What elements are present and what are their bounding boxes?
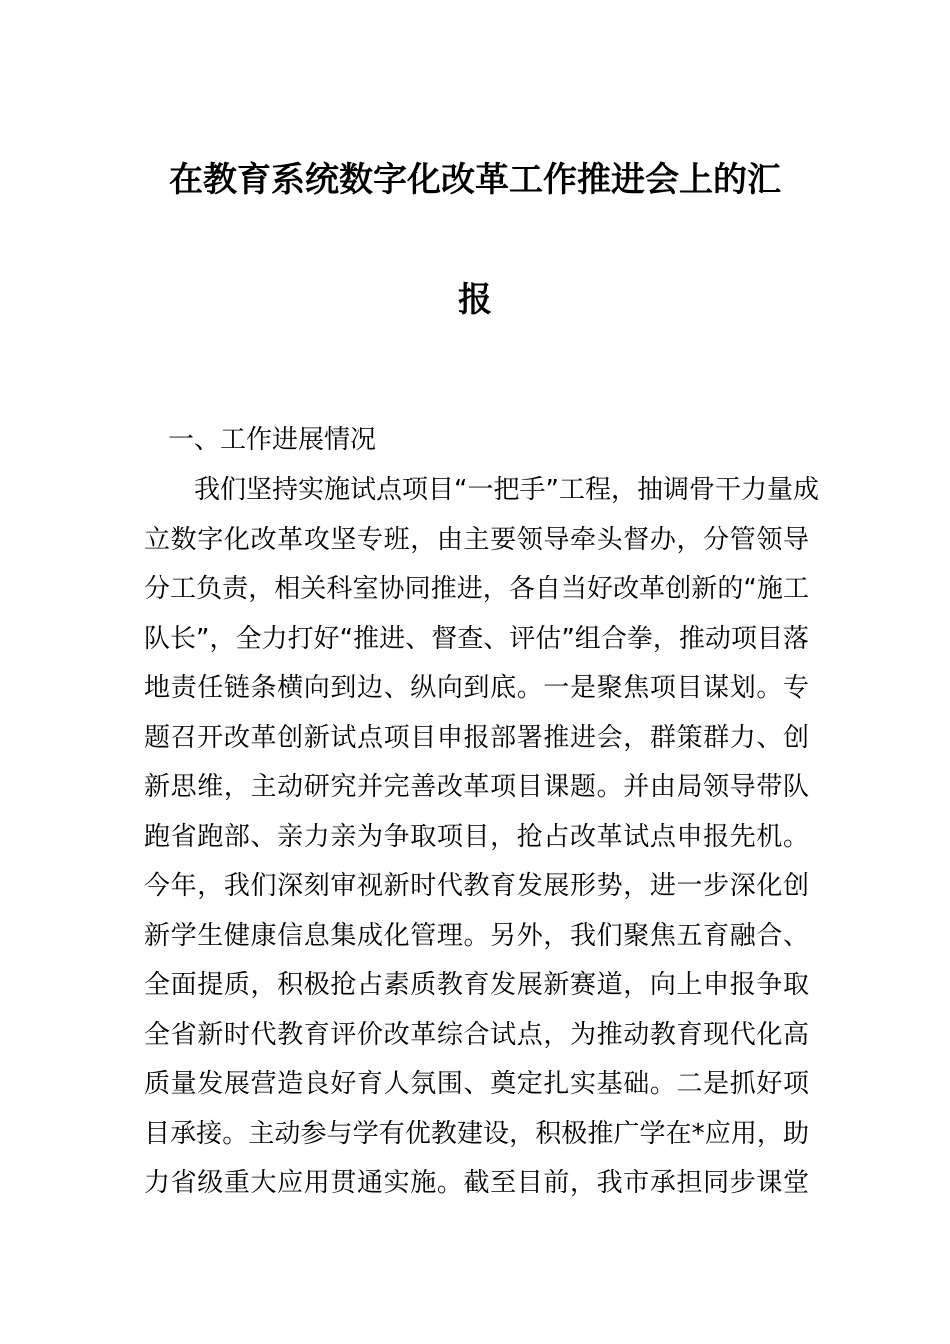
body-line: 队长”，全力打好“推进、督查、评估”组合拳，推动项目落	[144, 624, 809, 654]
body-line: 今年，我们深刻审视新时代教育发展形势，进一步深化创	[144, 871, 809, 901]
document-title-line-2: 报	[458, 280, 492, 320]
document-title-line-1: 在教育系统数字化改革工作推进会上的汇	[169, 160, 781, 200]
body-line: 力省级重大应用贯通实施。截至目前，我市承担同步课堂	[144, 1168, 809, 1198]
body-line: 地责任链条横向到边、纵向到底。一是聚焦项目谋划。专	[144, 673, 809, 703]
body-line: 我们坚持实施试点项目“一把手”工程，抽调骨干力量成	[194, 475, 819, 505]
body-line: 题召开改革创新试点项目申报部署推进会，群策群力、创	[144, 723, 809, 753]
body-line: 全面提质，积极抢占素质教育发展新赛道，向上申报争取	[144, 970, 809, 1000]
body-line: 跑省跑部、亲力亲为争取项目，抢占改革试点申报先机。	[144, 822, 809, 852]
body-line: 分工负责，相关科室协同推进，各自当好改革创新的“施工	[144, 574, 809, 604]
body-line: 新思维，主动研究并完善改革项目课题。并由局领导带队	[144, 772, 809, 802]
body-line: 质量发展营造良好育人氛围、奠定扎实基础。二是抓好项	[144, 1069, 809, 1099]
body-line: 新学生健康信息集成化管理。另外，我们聚焦五育融合、	[144, 921, 809, 951]
body-line: 全省新时代教育评价改革综合试点，为推动教育现代化高	[144, 1020, 809, 1050]
body-line: 目承接。主动参与学有优教建设，积极推广学在*应用，助	[144, 1119, 809, 1149]
body-line: 立数字化改革攻坚专班，由主要领导牵头督办，分管领导	[144, 525, 809, 555]
section-heading: 一、工作进展情况	[168, 425, 377, 455]
